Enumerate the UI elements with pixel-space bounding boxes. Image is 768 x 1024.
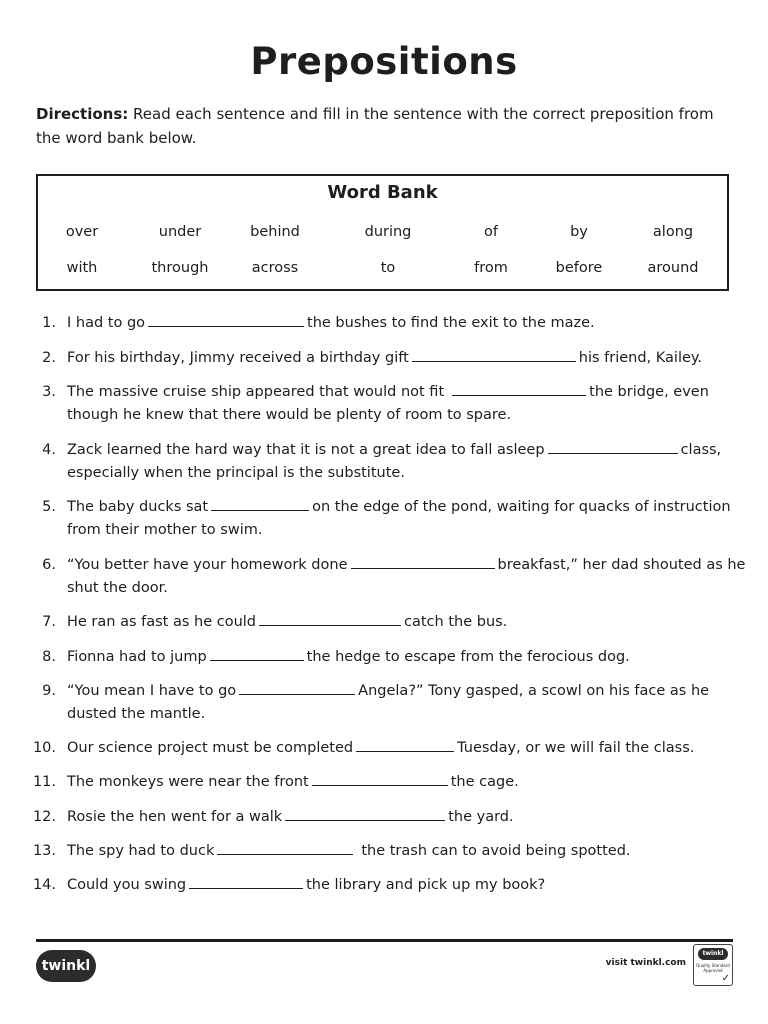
question-text: Fionna had to jump <box>67 649 207 665</box>
question-text: “You mean I have to go <box>67 683 237 699</box>
word-bank <box>36 174 729 291</box>
word-bank-word: around <box>647 260 699 276</box>
question-line-2: especially when the principal is the substitute. <box>67 465 405 481</box>
word-bank-word: during <box>364 224 412 240</box>
question-text: The baby ducks sat <box>67 499 209 515</box>
question-text: the bridge, even <box>589 384 709 400</box>
question-text: the library and pick up my book? <box>306 877 546 893</box>
question-line <box>67 312 595 335</box>
question-text: Tuesday, or we will fail the class. <box>457 740 695 756</box>
question-number: 14. <box>32 877 56 893</box>
question-number: 3. <box>42 384 56 400</box>
question-text: “You better have your homework done <box>67 557 348 573</box>
answer-blank[interactable] <box>312 771 448 786</box>
question-number: 12. <box>32 809 56 825</box>
question-number: 11. <box>32 774 56 790</box>
word-bank-title: Word Bank <box>327 182 438 203</box>
question-line <box>67 381 709 404</box>
check-icon: ✓ <box>721 973 730 984</box>
question-number: 5. <box>42 499 56 515</box>
question-text: For his birthday, Jimmy received a birthday gift <box>67 350 409 366</box>
word-bank-word: behind <box>250 224 300 240</box>
question-text: Our science project must be completed <box>67 740 354 756</box>
question-number: 6. <box>42 557 56 573</box>
answer-blank[interactable] <box>211 496 309 511</box>
word-bank-word: over <box>65 224 99 240</box>
answer-blank[interactable] <box>148 312 304 327</box>
badge-text: Quality Standard Approved <box>696 963 730 973</box>
question-text: on the edge of the pond, waiting for quacks of instruction <box>312 499 731 515</box>
question-line <box>67 611 507 634</box>
twinkl-logo[interactable]: twinkl <box>36 950 96 982</box>
question-text: his friend, Kailey. <box>578 350 703 366</box>
word-bank-word: before <box>555 260 603 276</box>
question-number: 8. <box>42 649 56 665</box>
question-text: the yard. <box>448 809 514 825</box>
answer-blank[interactable] <box>259 611 401 626</box>
word-bank-word: from <box>474 260 508 276</box>
answer-blank[interactable] <box>217 840 353 855</box>
question-number: 7. <box>42 614 56 630</box>
question-text: the hedge to escape from the ferocious dog. <box>306 649 630 665</box>
question-text: Could you swing <box>67 877 187 893</box>
answer-blank[interactable] <box>189 874 303 889</box>
answer-blank[interactable] <box>548 439 678 454</box>
answer-blank[interactable] <box>285 806 445 821</box>
word-bank-word: through <box>151 260 209 276</box>
question-number: 10. <box>32 740 56 756</box>
answer-blank[interactable] <box>239 680 355 695</box>
word-bank-word: with <box>66 260 98 276</box>
question-line <box>67 874 545 897</box>
question-line <box>67 806 514 829</box>
question-number: 4. <box>42 442 56 458</box>
question-line <box>67 439 721 462</box>
question-text: catch the bus. <box>404 614 508 630</box>
question-line-2: dusted the mantle. <box>67 706 206 722</box>
question-line <box>67 496 731 519</box>
question-text: class, <box>680 442 722 458</box>
answer-blank[interactable] <box>356 737 454 752</box>
directions-label: Directions: <box>36 105 129 123</box>
visit-link[interactable]: visit twinkl.com <box>605 958 686 968</box>
footer-divider <box>36 939 733 942</box>
question-number: 13. <box>32 843 56 859</box>
word-bank-word: by <box>570 224 588 240</box>
question-number: 9. <box>42 683 56 699</box>
question-text: Rosie the hen went for a walk <box>67 809 283 825</box>
question-line <box>67 771 519 794</box>
word-bank-word: along <box>652 224 694 240</box>
directions <box>36 102 736 150</box>
question-line <box>67 554 745 577</box>
question-text: The spy had to duck <box>67 843 215 859</box>
question-text: He ran as fast as he could <box>67 614 257 630</box>
question-line-2: from their mother to swim. <box>67 522 263 538</box>
question-text: The massive cruise ship appeared that would not fit <box>67 384 445 400</box>
question-number: 1. <box>42 315 56 331</box>
word-bank-word: to <box>380 260 396 276</box>
directions-text: Read each sentence and fill in the sentence with the correct preposition from the word bank below. <box>36 105 714 147</box>
answer-blank[interactable] <box>452 381 586 396</box>
question-text: The monkeys were near the front <box>67 774 309 790</box>
word-bank-word: of <box>484 224 498 240</box>
question-text: the cage. <box>450 774 519 790</box>
question-text: I had to go <box>67 315 146 331</box>
answer-blank[interactable] <box>412 347 576 362</box>
answer-blank[interactable] <box>210 646 304 661</box>
question-text: the bushes to find the exit to the maze. <box>307 315 595 331</box>
question-line <box>67 737 694 760</box>
question-line-2: shut the door. <box>67 580 168 596</box>
question-line <box>67 646 630 669</box>
word-bank-row-2 <box>38 260 727 282</box>
question-number: 2. <box>42 350 56 366</box>
word-bank-word: across <box>251 260 299 276</box>
question-line-2: though he knew that there would be plenty of room to spare. <box>67 407 512 423</box>
quality-badge <box>693 944 733 986</box>
question-text: breakfast,” her dad shouted as he <box>497 557 746 573</box>
question-text: Zack learned the hard way that it is not a great idea to fall asleep <box>67 442 545 458</box>
question-line <box>67 347 702 370</box>
word-bank-word: under <box>158 224 202 240</box>
question-text: the trash can to avoid being spotted. <box>361 843 631 859</box>
page-title: Prepositions <box>250 40 518 83</box>
question-line <box>67 840 631 863</box>
question-line <box>67 680 709 703</box>
badge-logo: twinkl <box>698 948 728 960</box>
answer-blank[interactable] <box>351 554 495 569</box>
word-bank-row-1 <box>38 224 727 246</box>
question-text: Angela?” Tony gasped, a scowl on his face as he <box>358 683 710 699</box>
